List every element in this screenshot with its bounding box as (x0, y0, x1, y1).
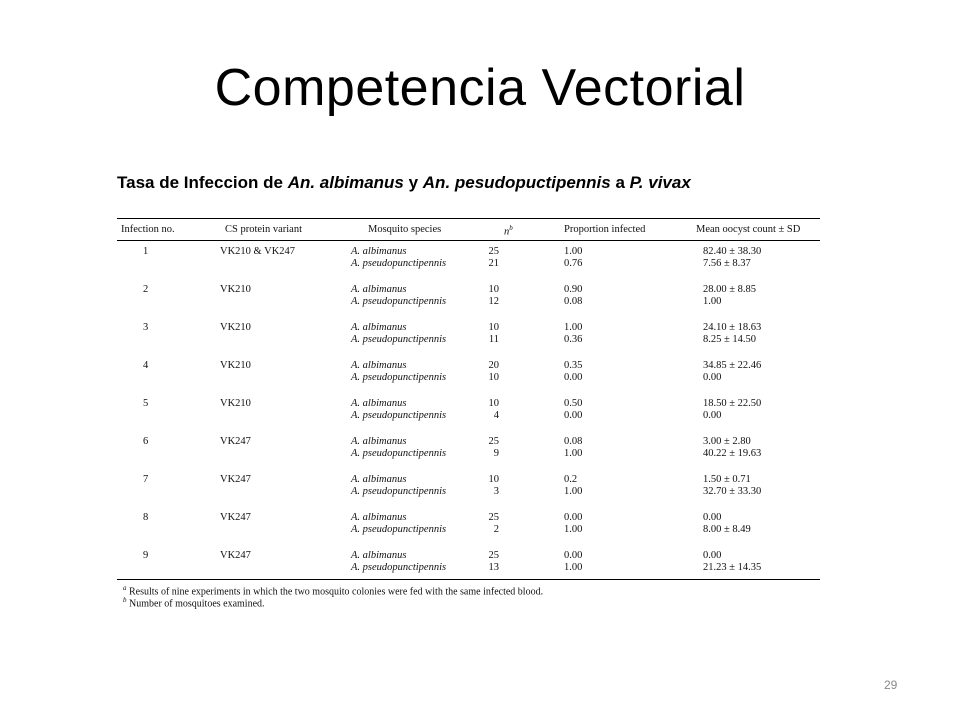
species-cell: A. albimanus (351, 474, 407, 485)
n-cell: 3 (493, 486, 499, 497)
proportion-cell: 0.08 (564, 296, 583, 307)
proportion-cell: 1.00 (564, 562, 583, 573)
species-cell: A. pseudopunctipennis (351, 524, 447, 535)
proportion-cell: 0.00 (564, 550, 583, 561)
n-cell: 12 (488, 296, 499, 307)
proportion-cell: 0.08 (564, 436, 583, 447)
species-cell: A. pseudopunctipennis (351, 410, 447, 421)
n-cell: 25 (488, 246, 499, 257)
mean-oocyst-cell: 21.23 ± 14.35 (703, 562, 762, 573)
species-cell: A. pseudopunctipennis (351, 372, 447, 383)
n-cell: 20 (488, 360, 499, 371)
proportion-cell: 0.76 (564, 258, 583, 269)
footnote-mark: b (123, 596, 127, 604)
mean-oocyst-cell: 32.70 ± 33.30 (703, 486, 762, 497)
infection-no-cell: 6 (143, 436, 149, 447)
mean-oocyst-cell: 24.10 ± 18.63 (703, 322, 762, 333)
mean-oocyst-cell: 0.00 (703, 372, 722, 383)
n-cell: 9 (493, 448, 499, 459)
mean-oocyst-cell: 8.00 ± 8.49 (703, 524, 751, 535)
subtitle-text-3: a (610, 173, 630, 192)
mean-oocyst-cell: 1.00 (703, 296, 722, 307)
mean-oocyst-cell: 0.00 (703, 550, 722, 561)
species-cell: A. albimanus (351, 436, 407, 447)
n-cell: 25 (488, 512, 499, 523)
proportion-cell: 1.00 (564, 448, 583, 459)
proportion-cell: 0.00 (564, 410, 583, 421)
proportion-cell: 1.00 (564, 322, 583, 333)
proportion-cell: 0.00 (564, 512, 583, 523)
subtitle-species-1: An. albimanus (287, 173, 404, 192)
header-n-sup: b (509, 224, 513, 232)
header-proportion: Proportion infected (564, 224, 646, 235)
header-cs-protein: CS protein variant (225, 224, 302, 235)
table-header-rule (117, 240, 820, 241)
infection-no-cell: 2 (143, 284, 149, 295)
footnote-text: Number of mosquitoes examined. (126, 598, 265, 610)
n-cell: 13 (488, 562, 499, 573)
species-cell: A. pseudopunctipennis (351, 296, 447, 307)
n-cell: 2 (493, 524, 499, 535)
infection-no-cell: 4 (143, 360, 149, 371)
n-cell: 25 (488, 550, 499, 561)
proportion-cell: 0.36 (564, 334, 583, 345)
header-n (504, 224, 513, 238)
proportion-cell: 0.2 (564, 474, 578, 485)
footnote-b (123, 596, 265, 609)
proportion-cell: 1.00 (564, 246, 583, 257)
n-cell: 10 (488, 474, 499, 485)
infection-no-cell: 3 (143, 322, 149, 333)
subtitle-text-2: y (403, 173, 423, 192)
mean-oocyst-cell: 28.00 ± 8.85 (703, 284, 757, 295)
infection-no-cell: 8 (143, 512, 149, 523)
proportion-cell: 1.00 (564, 486, 583, 497)
mean-oocyst-cell: 18.50 ± 22.50 (703, 398, 762, 409)
mean-oocyst-cell: 0.00 (703, 512, 722, 523)
header-mosquito-species: Mosquito species (368, 224, 442, 235)
species-cell: A. albimanus (351, 284, 407, 295)
species-cell: A. albimanus (351, 512, 407, 523)
cs-variant-cell: VK247 (220, 512, 251, 523)
cs-variant-cell: VK210 (220, 398, 251, 409)
mean-oocyst-cell: 0.00 (703, 410, 722, 421)
infection-no-cell: 1 (143, 246, 149, 257)
subtitle-parasite: P. vivax (629, 173, 691, 192)
table-bottom-rule (117, 579, 820, 580)
footnote-text: Results of nine experiments in which the two mosquito colonies were fed with the same infected blood. (126, 586, 544, 598)
header-mean-oocyst: Mean oocyst count ± SD (696, 224, 801, 235)
mean-oocyst-cell: 34.85 ± 22.46 (703, 360, 762, 371)
table-top-rule (117, 218, 820, 219)
mean-oocyst-cell: 3.00 ± 2.80 (703, 436, 751, 447)
proportion-cell: 0.90 (564, 284, 583, 295)
header-n-label: n (504, 226, 510, 238)
n-cell: 10 (488, 398, 499, 409)
subtitle-species-2: An. pesudopuctipennis (422, 173, 611, 192)
mean-oocyst-cell: 82.40 ± 38.30 (703, 246, 762, 257)
cs-variant-cell: VK210 (220, 322, 251, 333)
n-cell: 21 (488, 258, 499, 269)
page-number: 29 (884, 678, 898, 692)
species-cell: A. pseudopunctipennis (351, 334, 447, 345)
species-cell: A. pseudopunctipennis (351, 486, 447, 497)
cs-variant-cell: VK247 (220, 436, 251, 447)
species-cell: A. pseudopunctipennis (351, 562, 447, 573)
mean-oocyst-cell: 1.50 ± 0.71 (703, 474, 751, 485)
species-cell: A. albimanus (351, 360, 407, 371)
mean-oocyst-cell: 8.25 ± 14.50 (703, 334, 757, 345)
mean-oocyst-cell: 7.56 ± 8.37 (703, 258, 751, 269)
species-cell: A. pseudopunctipennis (351, 448, 447, 459)
species-cell: A. albimanus (351, 322, 407, 333)
infection-no-cell: 7 (143, 474, 149, 485)
header-infection-no: Infection no. (121, 224, 175, 235)
proportion-cell: 1.00 (564, 524, 583, 535)
n-cell: 25 (488, 436, 499, 447)
cs-variant-cell: VK247 (220, 474, 251, 485)
infection-no-cell: 9 (143, 550, 149, 561)
n-cell: 10 (488, 322, 499, 333)
n-cell: 4 (493, 410, 499, 421)
proportion-cell: 0.00 (564, 372, 583, 383)
n-cell: 10 (488, 284, 499, 295)
species-cell: A. pseudopunctipennis (351, 258, 447, 269)
species-cell: A. albimanus (351, 398, 407, 409)
cs-variant-cell: VK247 (220, 550, 251, 561)
infection-no-cell: 5 (143, 398, 149, 409)
mean-oocyst-cell: 40.22 ± 19.63 (703, 448, 762, 459)
species-cell: A. albimanus (351, 246, 407, 257)
cs-variant-cell: VK210 & VK247 (220, 246, 296, 257)
cs-variant-cell: VK210 (220, 284, 251, 295)
cs-variant-cell: VK210 (220, 360, 251, 371)
subtitle-text-1: Tasa de Infeccion de (117, 173, 288, 192)
n-cell: 10 (488, 372, 499, 383)
species-cell: A. albimanus (351, 550, 407, 561)
n-cell: 11 (488, 334, 499, 345)
footnote-mark: a (123, 584, 127, 592)
proportion-cell: 0.50 (564, 398, 583, 409)
slide-subtitle (117, 173, 691, 193)
proportion-cell: 0.35 (564, 360, 583, 371)
slide-title: Competencia Vectorial (214, 59, 746, 117)
